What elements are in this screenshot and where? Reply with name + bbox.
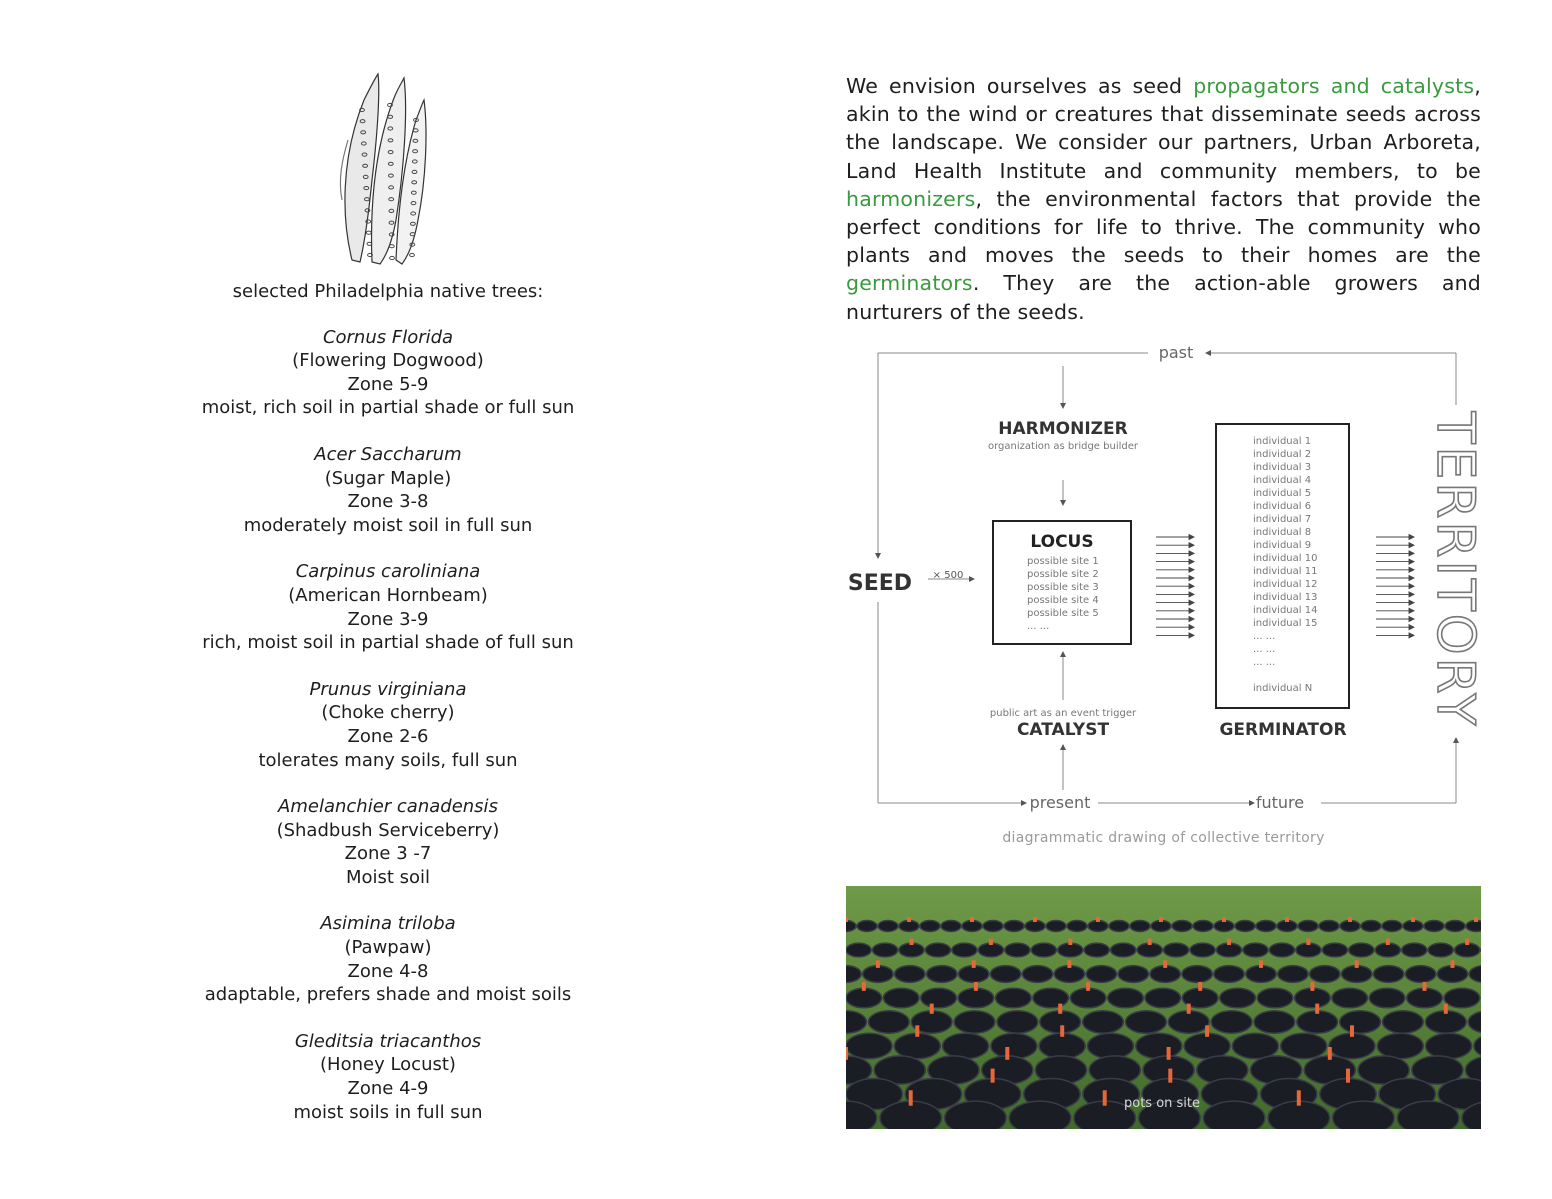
orange-flag-tag xyxy=(1067,960,1071,968)
flow-arrow-head xyxy=(1409,600,1414,605)
plant-pot xyxy=(1022,966,1052,983)
tree-scientific-name: Amelanchier canadensis xyxy=(278,796,498,818)
plant-pot xyxy=(1058,943,1083,957)
plant-pot xyxy=(1172,921,1192,932)
orange-flag-tag xyxy=(1060,1025,1064,1037)
orange-flag-tag xyxy=(989,939,993,945)
plant-pot xyxy=(895,966,925,983)
orange-flag-tag xyxy=(910,939,914,945)
plant-pot xyxy=(997,1011,1038,1033)
plant-pot xyxy=(1405,966,1435,983)
tree-hardiness-zone: Zone 3-8 xyxy=(347,491,429,513)
plant-pot xyxy=(1375,943,1400,957)
plant-pot xyxy=(1235,921,1255,932)
orange-flag-tag xyxy=(1227,939,1231,945)
orange-flag-tag xyxy=(876,960,880,968)
plant-pot xyxy=(1254,1011,1295,1033)
catalyst-subtitle: public art as an event trigger xyxy=(989,708,1137,719)
native-tree-list xyxy=(170,280,606,1147)
flow-arrow-head xyxy=(1189,551,1194,556)
plant-pot xyxy=(894,1033,940,1058)
orange-flag-tag xyxy=(1058,1004,1062,1014)
plant-pot xyxy=(1211,1011,1252,1033)
plant-pot xyxy=(846,921,856,932)
plant-pot xyxy=(1136,1033,1182,1058)
present-label: present xyxy=(1029,793,1091,812)
harmonizer-subtitle: organization as bridge builder xyxy=(988,441,1138,452)
seed-dot xyxy=(390,256,395,259)
germinator-individual-item: individual 11 xyxy=(1253,566,1318,577)
flow-arrow-head xyxy=(1189,543,1194,548)
orange-flag-tag xyxy=(862,982,866,991)
plant-pot xyxy=(1466,921,1481,932)
orange-flag-tag xyxy=(1005,1047,1009,1060)
plant-pot xyxy=(962,921,982,932)
tree-common-name: (Pawpaw) xyxy=(344,937,432,959)
flow-arrow-head xyxy=(1409,551,1414,556)
orange-flag-tag xyxy=(1328,1047,1332,1060)
orange-flag-tag xyxy=(972,960,976,968)
germinator-individual-item: individual N xyxy=(1253,683,1313,694)
plant-pot xyxy=(1130,921,1150,932)
plant-pot xyxy=(1295,988,1331,1008)
seed-dot xyxy=(410,253,415,256)
flow-arrow-head xyxy=(1189,584,1194,589)
flow-arrow-head xyxy=(1409,617,1414,622)
plant-pot xyxy=(920,921,940,932)
orange-flag-tag xyxy=(1386,939,1390,945)
plant-pot xyxy=(1184,1033,1230,1058)
plant-pot xyxy=(1277,921,1297,932)
flow-arrow-head xyxy=(1409,559,1414,564)
plant-pot xyxy=(1278,966,1308,983)
plant-pot xyxy=(1137,943,1162,957)
plant-pot xyxy=(1067,921,1087,932)
tree-growing-conditions: tolerates many soils, full sun xyxy=(258,749,518,771)
tree-entry xyxy=(170,795,606,889)
tree-entry xyxy=(170,326,606,420)
plant-pot xyxy=(1369,988,1405,1008)
seed-label: SEED xyxy=(847,571,913,596)
locus-site-item: possible site 2 xyxy=(1027,569,1099,580)
plant-pot xyxy=(1246,966,1276,983)
tree-common-name: (Sugar Maple) xyxy=(324,467,452,489)
locus-site-item: possible site 3 xyxy=(1027,582,1099,593)
plant-pot xyxy=(857,921,877,932)
plant-pot xyxy=(1004,921,1024,932)
tree-growing-conditions: adaptable, prefers shade and moist soils xyxy=(204,984,572,1006)
germinator-individual-item: ... ... xyxy=(1253,644,1276,655)
orange-flag-tag xyxy=(1222,917,1226,922)
plant-pot xyxy=(978,943,1003,957)
germinator-individual-item: individual 1 xyxy=(1253,436,1312,447)
plant-pot xyxy=(1025,921,1045,932)
locus-site-item: possible site 4 xyxy=(1027,595,1099,606)
plant-pot xyxy=(1403,921,1423,932)
plant-pot xyxy=(1373,966,1403,983)
flow-arrow-head xyxy=(1189,608,1194,613)
plant-pot xyxy=(925,943,950,957)
plant-pot xyxy=(1214,921,1234,932)
plant-pot xyxy=(1333,1101,1395,1129)
plant-pot xyxy=(1145,988,1181,1008)
orange-flag-tag xyxy=(1411,917,1415,922)
germinator-individual-item: individual 8 xyxy=(1253,527,1312,538)
tree-hardiness-zone: Zone 5-9 xyxy=(347,373,429,395)
plant-pot xyxy=(1086,966,1116,983)
plant-pot xyxy=(1083,1011,1124,1033)
highlight-harmonizers: harmonizers xyxy=(846,186,976,211)
germinator-individual-item: ... ... xyxy=(1253,657,1276,668)
plant-pot xyxy=(1426,1033,1472,1058)
plant-pot xyxy=(983,921,1003,932)
orange-flag-tag xyxy=(1310,982,1314,991)
plant-pot xyxy=(943,1033,989,1058)
plant-pot xyxy=(899,921,919,932)
plant-pot xyxy=(1216,943,1241,957)
tree-common-name: (Honey Locust) xyxy=(320,1054,456,1076)
plant-pot xyxy=(1203,1101,1265,1129)
tree-list-heading: selected Philadelphia native trees: xyxy=(232,281,544,302)
plant-pot xyxy=(945,1101,1007,1129)
flow-arrow-head xyxy=(1409,633,1414,638)
tree-growing-conditions: moist, rich soil in partial shade or full sun xyxy=(201,397,575,419)
photo-caption: pots on site xyxy=(1124,1096,1201,1111)
plant-pot xyxy=(1220,988,1256,1008)
orange-flag-tag xyxy=(1348,917,1352,922)
plant-pot xyxy=(996,988,1032,1008)
plant-pot xyxy=(1111,943,1136,957)
intro-text-3: , the environmental factors that provide the perfect conditions for life to thrive. The community who plants and moves the seeds to their homes are the xyxy=(846,186,1481,268)
plant-pot xyxy=(899,943,924,957)
flow-arrow-head xyxy=(1189,567,1194,572)
flow-arrow-head xyxy=(1409,584,1414,589)
orange-flag-tag xyxy=(1350,1025,1354,1037)
plant-pot xyxy=(1424,921,1444,932)
plant-pot xyxy=(878,921,898,932)
locus-label: LOCUS xyxy=(1030,532,1094,552)
flow-arrow-head xyxy=(1189,600,1194,605)
plant-pot xyxy=(1005,943,1030,957)
flow-arrow-head xyxy=(1409,625,1414,630)
plant-pot xyxy=(1040,1011,1081,1033)
tree-entry xyxy=(170,560,606,654)
plant-pot xyxy=(1054,966,1084,983)
plant-pot xyxy=(1340,921,1360,932)
orange-flag-tag xyxy=(1086,982,1090,991)
past-label: past xyxy=(1158,343,1194,362)
germinator-individual-item: ... ... xyxy=(1253,631,1276,642)
plant-pot xyxy=(1232,1033,1278,1058)
plant-pot xyxy=(1190,943,1215,957)
intro-text-4: . They are the action-able growers and nurturers of the seeds. xyxy=(846,271,1481,324)
plant-pot xyxy=(1340,1011,1381,1033)
tree-common-name: (Choke cherry) xyxy=(321,702,455,724)
plant-pot xyxy=(941,921,961,932)
flow-arrow-head xyxy=(1189,535,1194,540)
plant-pot xyxy=(1407,988,1443,1008)
plant-pot xyxy=(1342,966,1372,983)
tree-growing-conditions: moderately moist soil in full sun xyxy=(243,514,533,536)
orange-flag-tag xyxy=(1198,982,1202,991)
orange-flag-tag xyxy=(1474,917,1478,922)
orange-flag-tag xyxy=(1187,1004,1191,1014)
tree-hardiness-zone: Zone 4-9 xyxy=(347,1078,429,1100)
plant-pot xyxy=(1151,921,1171,932)
plant-pot xyxy=(954,1011,995,1033)
orange-flag-tag xyxy=(846,917,848,922)
plant-pot xyxy=(991,1033,1037,1058)
germinator-individual-item: individual 3 xyxy=(1253,462,1312,473)
plant-pot xyxy=(1281,1033,1327,1058)
plant-pot xyxy=(1269,943,1294,957)
orange-flag-tag xyxy=(1451,960,1455,968)
plant-pot xyxy=(1108,988,1144,1008)
intro-text-1: We envision ourselves as seed xyxy=(846,74,1194,98)
germinator-individual-item: individual 15 xyxy=(1253,618,1318,629)
germinator-individual-item: individual 14 xyxy=(1253,605,1318,616)
plant-pot xyxy=(846,1033,892,1058)
highlight-germinators: germinators xyxy=(846,271,973,296)
seed-pod-illustration xyxy=(312,70,442,270)
plant-pot xyxy=(1168,1011,1209,1033)
flow-arrow-head xyxy=(1189,617,1194,622)
plant-pot xyxy=(958,988,994,1008)
orange-flag-tag xyxy=(1285,917,1289,922)
plant-pot xyxy=(1118,966,1148,983)
orange-flag-tag xyxy=(907,917,911,922)
germinator-individual-item: individual 12 xyxy=(1253,579,1318,590)
flow-arrow-head xyxy=(1189,633,1194,638)
plant-pot xyxy=(1031,943,1056,957)
plant-pot xyxy=(1297,1011,1338,1033)
plant-pot xyxy=(959,966,989,983)
plant-pot xyxy=(1377,1033,1423,1058)
territory-diagram xyxy=(776,330,1552,870)
plant-pot xyxy=(1383,1011,1424,1033)
flow-arrow-head xyxy=(1409,567,1414,572)
harmonizer-label: HARMONIZER xyxy=(998,419,1128,439)
flow-arrow-head xyxy=(1409,592,1414,597)
flow-arrow-head xyxy=(1409,608,1414,613)
plant-pot xyxy=(990,966,1020,983)
tree-growing-conditions: rich, moist soil in partial shade of full sun xyxy=(202,632,574,654)
plant-pot xyxy=(1296,943,1321,957)
orange-flag-tag xyxy=(1163,960,1167,968)
orange-flag-tag xyxy=(1465,939,1469,945)
orange-flag-tag xyxy=(1168,1069,1172,1083)
tree-entry xyxy=(170,443,606,537)
orange-flag-tag xyxy=(909,1090,913,1105)
diagram-caption: diagrammatic drawing of collective territory xyxy=(1002,830,1325,846)
plant-pot xyxy=(1256,921,1276,932)
plant-pot xyxy=(1455,943,1480,957)
orange-flag-tag xyxy=(1315,1004,1319,1014)
highlight-propagators: propagators and catalysts xyxy=(1193,74,1475,98)
seed-dot xyxy=(389,245,394,248)
flow-arrow-head xyxy=(1409,535,1414,540)
orange-flag-tag xyxy=(974,982,978,991)
orange-flag-tag xyxy=(991,1069,995,1083)
plant-pot xyxy=(1361,921,1381,932)
tree-growing-conditions: moist soils in full sun xyxy=(293,1101,483,1123)
tree-entry xyxy=(170,678,606,772)
plant-pot xyxy=(846,988,882,1008)
tree-scientific-name: Cornus Florida xyxy=(322,326,454,348)
plant-pot xyxy=(863,966,893,983)
orange-flag-tag xyxy=(1306,939,1310,945)
tree-entry xyxy=(170,1030,606,1124)
orange-flag-tag xyxy=(1148,939,1152,945)
orange-flag-tag xyxy=(1297,1090,1301,1105)
orange-flag-tag xyxy=(970,917,974,922)
plant-pot xyxy=(1445,921,1465,932)
plant-pot xyxy=(1437,966,1467,983)
tree-scientific-name: Asimina triloba xyxy=(320,913,456,935)
locus-site-item: ... ... xyxy=(1027,621,1050,632)
orange-flag-tag xyxy=(1033,917,1037,922)
plant-pot xyxy=(1298,921,1318,932)
plant-pot xyxy=(1109,921,1129,932)
plant-pot xyxy=(1193,921,1213,932)
orange-flag-tag xyxy=(1259,960,1263,968)
germinator-individual-item: individual 2 xyxy=(1253,449,1312,460)
plant-pot xyxy=(1402,943,1427,957)
tree-hardiness-zone: Zone 4-8 xyxy=(347,960,429,982)
orange-flag-tag xyxy=(1444,1004,1448,1014)
tree-common-name: (Flowering Dogwood) xyxy=(292,350,484,372)
tree-scientific-name: Carpinus caroliniana xyxy=(295,561,481,583)
plant-pot xyxy=(868,1011,909,1033)
multiplier-label: × 500 xyxy=(932,570,964,581)
plant-pot xyxy=(1214,966,1244,983)
orange-flag-tag xyxy=(1205,1025,1209,1037)
plant-pot xyxy=(1033,988,1069,1008)
germinator-individual-item: individual 6 xyxy=(1253,501,1312,512)
flow-arrow-head xyxy=(1409,576,1414,581)
plant-pot xyxy=(1319,921,1339,932)
plant-pot xyxy=(1182,966,1212,983)
plant-pot xyxy=(1009,1101,1071,1129)
orange-flag-tag xyxy=(1096,917,1100,922)
plant-pot xyxy=(1070,988,1106,1008)
tree-common-name: (Shadbush Serviceberry) xyxy=(276,819,500,841)
locus-site-item: possible site 5 xyxy=(1027,608,1099,619)
plant-pot xyxy=(1243,943,1268,957)
plant-pot xyxy=(1425,1011,1466,1033)
plant-pot xyxy=(846,943,871,957)
tree-entry xyxy=(170,912,606,1006)
germinator-individual-item: individual 7 xyxy=(1253,514,1312,525)
orange-flag-tag xyxy=(1355,960,1359,968)
plant-pot xyxy=(1164,943,1189,957)
orange-flag-tag xyxy=(1346,1069,1350,1083)
plant-pot xyxy=(1382,921,1402,932)
flow-arrow-head xyxy=(1189,625,1194,630)
plant-pot xyxy=(1088,1033,1134,1058)
plant-pot xyxy=(1257,988,1293,1008)
plant-pot xyxy=(1329,1033,1375,1058)
pots-on-site-photo xyxy=(846,886,1481,1129)
flow-arrow-head xyxy=(1189,576,1194,581)
tree-scientific-name: Gleditsia triacanthos xyxy=(294,1030,482,1052)
plant-pot xyxy=(1322,943,1347,957)
intro-text-2: , akin to the wind or creatures that disseminate seeds across the landscape. We consider our partners, Urban Arboreta, Land Health Institute and community members, to be xyxy=(846,74,1481,183)
plant-pot xyxy=(1332,988,1368,1008)
tree-hardiness-zone: Zone 3-9 xyxy=(347,608,429,630)
plant-pot xyxy=(1039,1033,1085,1058)
germinator-individual-item: individual 9 xyxy=(1253,540,1312,551)
orange-flag-tag xyxy=(1167,1047,1171,1060)
plant-pot xyxy=(1084,943,1109,957)
tree-scientific-name: Acer Saccharum xyxy=(314,443,462,465)
plant-pot xyxy=(952,943,977,957)
germinator-individual-item: individual 13 xyxy=(1253,592,1318,603)
flow-arrow-head xyxy=(1409,543,1414,548)
plant-pot xyxy=(1444,988,1480,1008)
locus-site-item: possible site 1 xyxy=(1027,556,1099,567)
tree-hardiness-zone: Zone 3 -7 xyxy=(344,843,432,865)
orange-flag-tag xyxy=(1159,917,1163,922)
tree-common-name: (American Hornbeam) xyxy=(288,584,488,606)
flow-arrow-head xyxy=(1189,559,1194,564)
orange-flag-tag xyxy=(1423,982,1427,991)
plant-pot xyxy=(1428,943,1453,957)
territory-label: TERRITORY xyxy=(1425,411,1485,729)
plant-pot xyxy=(883,988,919,1008)
germinator-individual-item: individual 5 xyxy=(1253,488,1312,499)
catalyst-label: CATALYST xyxy=(1016,720,1110,740)
orange-flag-tag xyxy=(1068,939,1072,945)
plant-pot xyxy=(921,988,957,1008)
orange-flag-tag xyxy=(1103,1090,1107,1105)
pots-photo-illustration xyxy=(846,886,1481,1129)
plant-pot xyxy=(927,966,957,983)
germinator-label: GERMINATOR xyxy=(1219,720,1347,740)
orange-flag-tag xyxy=(915,1025,919,1037)
flow-arrow-head xyxy=(1189,592,1194,597)
plant-pot xyxy=(1046,921,1066,932)
orange-flag-tag xyxy=(846,1047,848,1060)
plant-pot xyxy=(1349,943,1374,957)
germinator-individual-item: individual 4 xyxy=(1253,475,1312,486)
plant-pot xyxy=(1088,921,1108,932)
future-label: future xyxy=(1255,793,1305,812)
plant-pot xyxy=(1397,1101,1459,1129)
plant-pot xyxy=(873,943,898,957)
plant-pot xyxy=(1310,966,1340,983)
orange-flag-tag xyxy=(930,1004,934,1014)
plant-pot xyxy=(1126,1011,1167,1033)
tree-scientific-name: Prunus virginiana xyxy=(309,678,467,700)
plant-pot xyxy=(1150,966,1180,983)
tree-growing-conditions: Moist soil xyxy=(345,866,431,888)
right-page xyxy=(776,0,1552,1199)
intro-paragraph xyxy=(846,72,1481,326)
germinator-individual-item: individual 10 xyxy=(1253,553,1318,564)
tree-hardiness-zone: Zone 2-6 xyxy=(347,725,429,747)
seed-dot xyxy=(366,231,371,234)
